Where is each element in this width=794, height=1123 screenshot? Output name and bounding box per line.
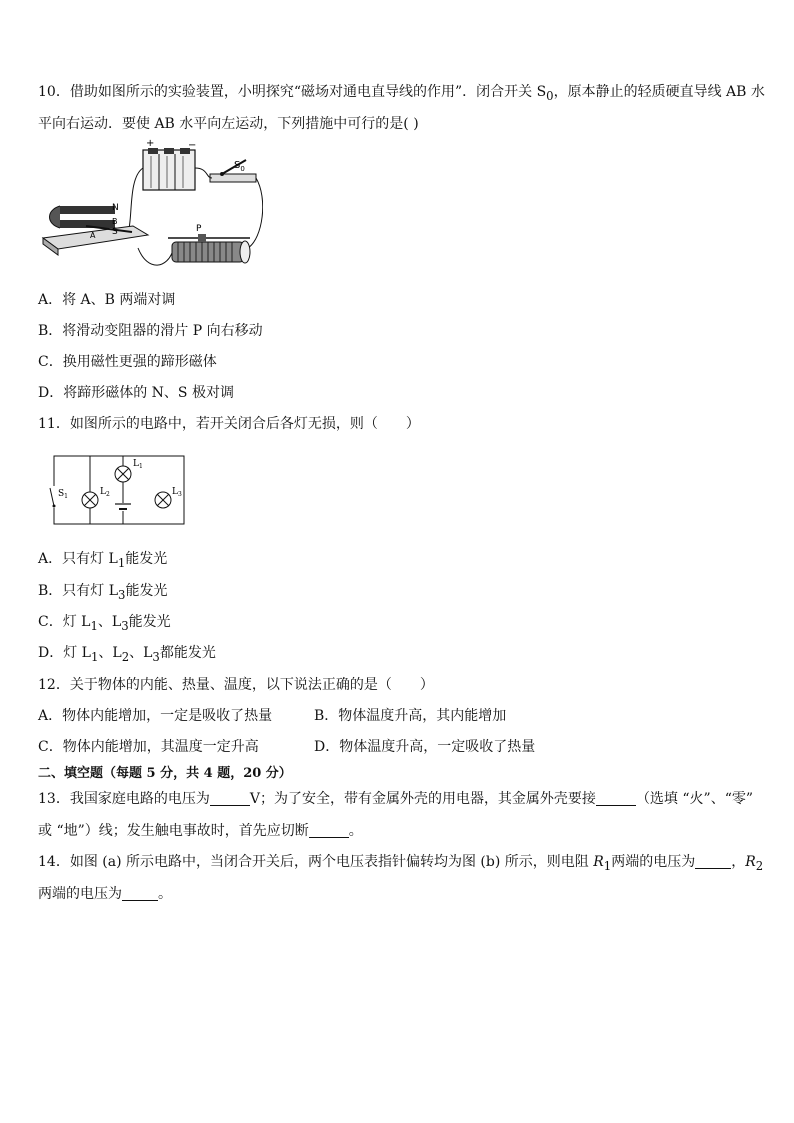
switch-s1-label: $S_1$: [58, 489, 68, 500]
q10-apparatus-figure: [38, 138, 263, 283]
wire-end-b-label: B: [112, 217, 118, 226]
q11-stem: 11．如图所示的电路中，若开关闭合后各灯无损，则（ ）: [38, 416, 420, 432]
lamp-l2-icon: [82, 492, 98, 508]
q11-option-b: B．只有灯 $L_3$能发光: [38, 583, 168, 602]
north-pole-label: N: [112, 203, 119, 213]
horseshoe-magnet-icon: [43, 206, 148, 255]
q10-stem-line2: 平向右运动．要使 AB 水平向左运动，下列措施中可行的是( ): [38, 116, 419, 132]
q11-option-c: C．灯 $L_1$、$L_3$能发光: [38, 614, 171, 633]
lamp-l2-label: $L_2$: [100, 487, 110, 498]
answer-blank[interactable]: [309, 823, 349, 838]
battery-icon: [143, 148, 195, 190]
q14-line1: 14．如图 (a) 所示电路中，当闭合开关后，两个电压表指针偏转均为图 (b) 所示，则电阻 $R_1$两端的电压为 ，$R_2$: [38, 854, 764, 873]
q14-line2: 两端的电压为 。: [38, 886, 172, 902]
south-pole-label: S: [112, 227, 118, 237]
q13-line2: 或 “地”）线；发生触电事故时，首先应切断 。: [38, 823, 363, 839]
switch-label: $S_0$: [234, 160, 245, 173]
lamp-l3-label: $L_3$: [172, 487, 182, 498]
subscript: 0: [546, 88, 554, 103]
rheostat-icon: [168, 234, 250, 263]
slider-p-label: P: [196, 224, 202, 234]
q10-option-c: C．换用磁性更强的蹄形磁体: [38, 354, 217, 370]
answer-blank[interactable]: [210, 791, 250, 806]
battery-icon: [115, 503, 131, 511]
lamp-l1-icon: [115, 466, 131, 482]
section-heading: 二、填空题（每题 5 分，共 4 题，20 分）: [38, 766, 292, 781]
lamp-l1-label: $L_1$: [133, 459, 143, 470]
q12-option-c: C．物体内能增加，其温度一定升高: [38, 739, 259, 755]
answer-blank[interactable]: [695, 854, 731, 869]
q10-option-b: B．将滑动变阻器的滑片 P 向右移动: [38, 323, 263, 339]
q12-option-a: A．物体内能增加，一定是吸收了热量: [38, 708, 273, 724]
switch-s1-icon: [50, 486, 57, 508]
wire-end-a-label: A: [90, 231, 96, 240]
battery-plus-label: +: [146, 138, 155, 149]
q12-stem: 12．关于物体的内能、热量、温度，以下说法正确的是（ ）: [38, 677, 434, 693]
q11-circuit-figure: [45, 448, 195, 530]
switch-icon: [210, 160, 256, 182]
q11-option-a: A．只有灯 $L_1$能发光: [38, 551, 168, 570]
q12-option-b: B．物体温度升高，其内能增加: [314, 708, 507, 724]
answer-blank[interactable]: [596, 791, 636, 806]
q11-option-d: D．灯 $L_1$、$L_2$、$L_3$都能发光: [38, 645, 216, 664]
q10-option-d: D．将蹄形磁体的 N、S 极对调: [38, 385, 234, 401]
q12-option-d: D．物体温度升高，一定吸收了热量: [314, 739, 536, 755]
q13-line1: 13．我国家庭电路的电压为 V；为了安全，带有金属外壳的用电器，其金属外壳要接 （选填 “火”、“零”: [38, 791, 754, 807]
lamp-l3-icon: [155, 492, 171, 508]
answer-blank[interactable]: [122, 886, 158, 901]
battery-minus-label: −: [188, 140, 197, 151]
q10-stem-line1: 10．借助如图所示的实验装置，小明探究“磁场对通电直导线的作用”．闭合开关 $S_0$，原本静止的轻质硬直导线 AB 水: [38, 84, 765, 103]
q10-option-a: A．将 A、B 两端对调: [38, 292, 176, 308]
